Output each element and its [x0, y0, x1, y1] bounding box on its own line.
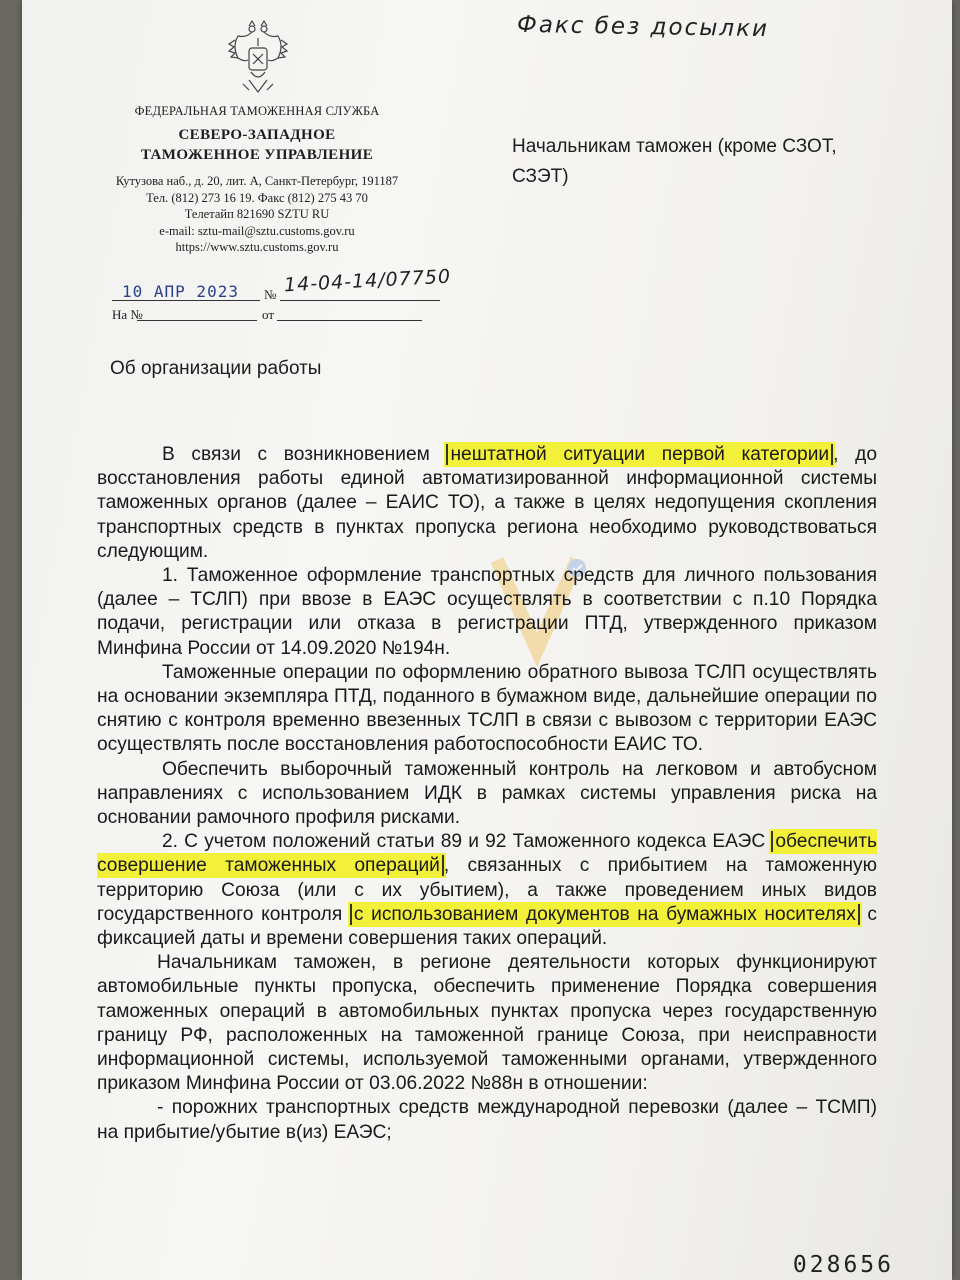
highlighted-paper-documents: с использованием документов на бумажных носителях	[350, 904, 860, 925]
date-stamp: 10 АПР 2023	[122, 282, 239, 301]
paragraph-reverse-export: Таможенные операции по оформлению обратного вывоза ТСЛП осуществлять на основании экземпляра ПТД, поданного в бумажном виде, дальнейшие операции по снятию с контроля временно ввезенных ТСЛП в связи с вывозом с территории ЕАЭС осуществлять после восстановления работоспособности ЕАИС ТО.	[97, 661, 877, 756]
paragraph-intro	[97, 443, 877, 564]
address-line: Кутузова наб., д. 20, лит. А, Санкт-Петербург, 191187	[115, 174, 399, 188]
website-line: https://www.sztu.customs.gov.ru	[175, 240, 339, 254]
coat-of-arms-emblem-icon	[227, 18, 289, 100]
number-underline	[280, 300, 440, 301]
agency-name: ФЕДЕРАЛЬНАЯ ТАМОЖЕННАЯ СЛУЖБА	[134, 104, 380, 118]
item-2-text-middle: , связанных с прибытием на таможенную территорию Союза (или с их убытием), а также проведением иных видов государственного контроля	[97, 855, 877, 925]
paragraph-selective-control: Обеспечить выборочный таможенный контроль на легковом и автобусном направлениях с использованием ИДК в рамках системы управления риска на основании рамочного профиля рисками.	[97, 758, 877, 829]
reference-number-label: На №	[112, 307, 143, 322]
paragraph-empty-vehicles: - порожних транспортных средств международной перевозки (далее – ТСМП) на прибытие/убытие в(из) ЕАЭС;	[97, 1097, 877, 1143]
highlighted-emergency-category: нештатной ситуации первой категории	[446, 444, 833, 465]
teletype-line: Телетайп 821690 SZTU RU	[184, 207, 330, 221]
paragraph-item-2	[97, 830, 877, 951]
page-serial-number: 028656	[792, 1252, 894, 1278]
handwritten-fax-note: Факс без досылки	[516, 11, 770, 43]
reference-date-underline	[277, 320, 422, 321]
subject-line: Об организации работы	[110, 358, 322, 379]
department-name-line1: СЕВЕРО-ЗАПАДНОЕ	[178, 127, 336, 143]
paragraph-item-1: 1. Таможенное оформление транспортных средств для личного пользования (далее – ТСЛП) при ввозе в ЕАЭС осуществлять в соответствии с п.10 Порядка подачи, регистрации или отказа в регистрации ПТД, утвержденного приказом Минфина России от 14.09.2020 №194н.	[97, 565, 877, 659]
document-page	[22, 0, 952, 1280]
highlighted-ensure-operations: обеспечить совершение таможенных операций	[97, 831, 877, 877]
handwritten-document-number: 14-04-14/07750	[283, 265, 452, 297]
intro-text-end: , до восстановления работы единой автоматизированной информационной системы таможенных органов (далее – ЕАИС ТО), а также в целях недопущения скопления транспортных средств в пунктах пропуска региона необходимо руководствоваться следующим.	[97, 444, 877, 562]
reference-date-label: от	[262, 307, 275, 322]
paragraph-heads-of-customs: Начальникам таможен, в регионе деятельности которых функционируют автомобильные пункты пропуска, обеспечить применение Порядка совершения таможенных операций в автомобильных пунктах пропуска через государственную границу РФ, расположенных на таможенной границе Союза, при неисправности информационной системы, используемой таможенными органами, утвержденного приказом Минфина России от 03.06.2022 №88н в отношении:	[97, 952, 877, 1095]
number-sign: №	[264, 287, 277, 302]
email-line: e-mail: sztu-mail@sztu.customs.gov.ru	[159, 224, 355, 238]
intro-text-start: В связи с возникновением	[162, 444, 447, 465]
item-2-text-start: 2. С учетом положений статьи 89 и 92 Таможенного кодекса ЕАЭС	[162, 831, 772, 853]
letter-body	[97, 443, 877, 1145]
reference-number-underline	[137, 320, 257, 321]
phone-fax-line: Тел. (812) 273 16 19. Факс (812) 275 43 70	[146, 191, 368, 205]
department-name-line2: ТАМОЖЕННОЕ УПРАВЛЕНИЕ	[140, 147, 374, 163]
item-2-text-end: с фиксацией даты и времени совершения таких операций.	[97, 903, 878, 950]
date-underline	[112, 300, 260, 301]
recipient-block: Начальникам таможен (кроме СЗОТ, СЗЭТ)	[512, 136, 837, 187]
